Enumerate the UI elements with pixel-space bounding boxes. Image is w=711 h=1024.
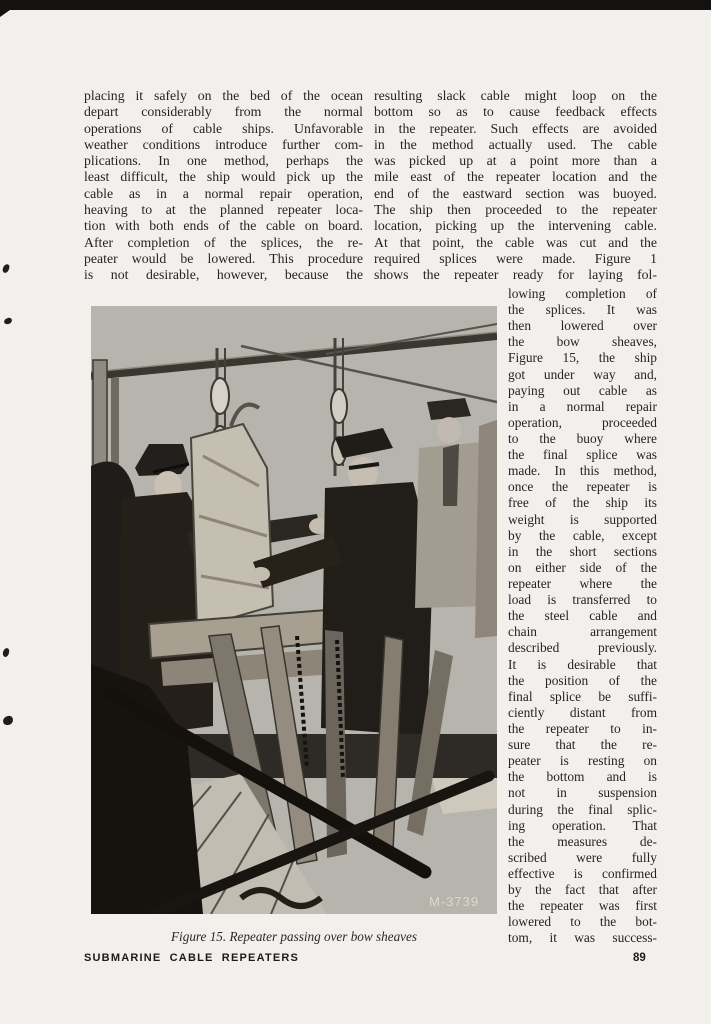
text-line: by the cable, except (508, 527, 657, 543)
text-line: scribed were fully (508, 849, 657, 865)
text-line: paying out cable as (508, 382, 657, 398)
photo-stamp: M-3739 (429, 894, 480, 909)
text-line: operations of cable ships. Unfavorable (84, 120, 363, 136)
text-line: required splices were made. Figure 1 (374, 250, 657, 266)
text-line: bottom so as to cause feedback effects (374, 104, 657, 120)
text-line: weather conditions introduce further com- (84, 136, 363, 152)
text-line: to the buoy where (508, 430, 657, 446)
text-line: the final splice was (508, 447, 657, 463)
text-line: described previously. (508, 640, 657, 656)
text-line: plications. In one method, perhaps the (84, 153, 363, 169)
text-line: on either side of the (508, 559, 657, 575)
text-line: the measures de- (508, 833, 657, 849)
text-line: in the short sections (508, 543, 657, 559)
text-line: At that point, the cable was cut and the (374, 234, 657, 250)
figure-caption: Figure 15. Repeater passing over bow sheaves (171, 929, 417, 944)
text-line: Figure 15, the ship (508, 350, 657, 366)
text-line: lowing completion of (508, 286, 657, 301)
text-line: tion with both ends of the cable on board. (84, 218, 363, 234)
text-line: the steel cable and (508, 608, 657, 624)
text-line: the bow sheaves, (508, 334, 657, 350)
text-line: cable as in a normal repair operation, (84, 185, 363, 201)
text-line: After completion of the splices, the re- (84, 234, 363, 250)
text-line: location, picking up the intervening cable. (374, 218, 657, 234)
text-line: depart considerably from the normal (84, 104, 363, 120)
text-line: in a normal repair (508, 398, 657, 414)
text-column-right (374, 88, 657, 284)
text-column-left (84, 88, 363, 284)
text-line: not in suspension (508, 785, 657, 801)
text-line: then lowered over (508, 318, 657, 334)
text-line: tom, it was success- (508, 930, 657, 946)
text-line: It is desirable that (508, 656, 657, 672)
text-line: peater is resting on (508, 753, 657, 769)
text-line: repeater where the (508, 575, 657, 591)
text-line: ciently distant from (508, 704, 657, 720)
text-line: the splices. It was (508, 302, 657, 318)
text-line: resulting slack cable might loop on the (374, 88, 657, 103)
text-line: in the method actually used. The cable (374, 136, 657, 152)
photo-illustration (91, 306, 497, 914)
text-line: the bottom and is (508, 769, 657, 785)
text-line: made. In this method, (508, 463, 657, 479)
text-line: shows the repeater ready for laying fol- (374, 267, 657, 283)
text-line: effective is confirmed (508, 865, 657, 881)
ink-mark (2, 263, 10, 273)
text-line: final splice be suffi- (508, 688, 657, 704)
text-line: by the fact that after (508, 882, 657, 898)
scan-edge-wedge (0, 10, 10, 17)
text-line: end of the eastward section was buoyed. (374, 185, 657, 201)
text-line: mile east of the repeater location and the (374, 169, 657, 185)
text-line: is not desirable, however, because the (84, 267, 363, 283)
ink-mark (2, 648, 9, 658)
text-line: the repeater was first (508, 898, 657, 914)
text-line: chain arrangement (508, 624, 657, 640)
text-line: free of the ship its (508, 495, 657, 511)
text-line: load is transferred to (508, 592, 657, 608)
text-line: operation, proceeded (508, 414, 657, 430)
text-line: in the repeater. Such effects are avoided (374, 120, 657, 136)
text-line: least difficult, the ship would pick up the (84, 169, 363, 185)
running-footer-title: SUBMARINE CABLE REPEATERS (84, 952, 300, 964)
figure-photo (91, 306, 497, 914)
text-line: The ship then proceeded to the repeater (374, 202, 657, 218)
text-line: during the final splic- (508, 801, 657, 817)
text-line: was picked up at a point more than a (374, 153, 657, 169)
text-line: ing operation. That (508, 817, 657, 833)
text-line: once the repeater is (508, 479, 657, 495)
text-line: the repeater to in- (508, 720, 657, 736)
page-number: 89 (633, 952, 646, 964)
text-line: lowered to the bot- (508, 914, 657, 930)
scan-edge-bar (0, 0, 711, 10)
text-column-narrow (508, 286, 657, 946)
text-line: sure that the re- (508, 737, 657, 753)
text-line: placing it safely on the bed of the ocean (84, 88, 363, 103)
ink-mark (2, 715, 13, 725)
text-line: got under way and, (508, 366, 657, 382)
text-line: peater would be lowered. This procedure (84, 250, 363, 266)
text-line: heaving to at the planned repeater loca- (84, 202, 363, 218)
text-line: the position of the (508, 672, 657, 688)
text-line: weight is supported (508, 511, 657, 527)
ink-mark (3, 317, 12, 325)
